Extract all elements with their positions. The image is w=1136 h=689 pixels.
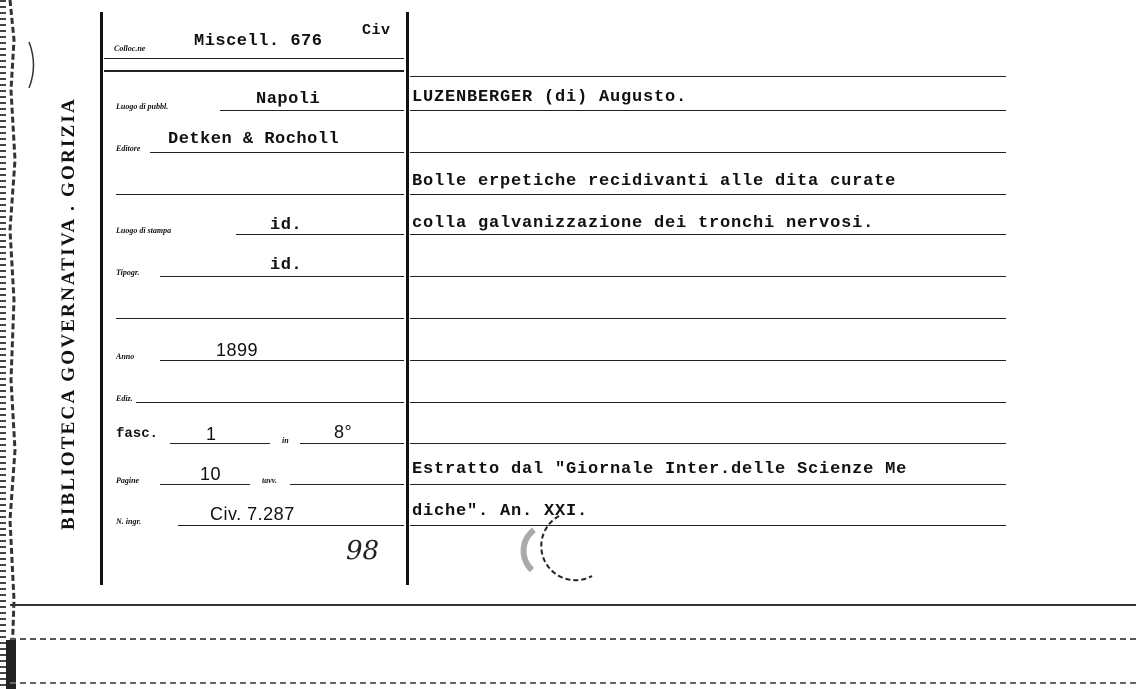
label-tavole: tavv. <box>262 476 278 485</box>
rule <box>136 402 404 403</box>
value-fasc: 1 <box>206 424 217 444</box>
torn-edge-decoration <box>6 0 24 689</box>
label-n-ingr: N. ingr. <box>116 517 142 526</box>
rule <box>410 443 1006 444</box>
label-edizione: Ediz. <box>116 394 133 403</box>
value-anno: 1899 <box>216 340 259 360</box>
edge-hash <box>0 0 6 689</box>
value-luogo-stampa: id. <box>270 216 303 235</box>
label-anno: Anno <box>116 352 135 361</box>
rule <box>160 276 404 277</box>
rule <box>300 443 404 444</box>
value-tipografia: id. <box>270 256 303 275</box>
label-editore: Editore <box>116 144 141 153</box>
rule <box>410 76 1006 77</box>
scan-edge-line <box>10 682 1136 684</box>
value-n-ingr: Civ. 7.287 <box>210 504 295 524</box>
entry-title-line1: Bolle erpetiche recidivanti alle dita curate <box>412 172 897 191</box>
entry-note-line1: Estratto dal "Giornale Inter.delle Scienze Me <box>412 460 908 479</box>
rule <box>410 360 1006 361</box>
rule <box>410 276 1006 277</box>
rule <box>220 110 404 111</box>
middle-vertical-rule <box>406 12 409 585</box>
library-name: BIBLIOTECA GOVERNATIVA . GORIZIA <box>58 97 79 530</box>
label-pagine: Pagine <box>116 476 140 485</box>
label-collocazione: Colloc.ne <box>114 44 146 53</box>
label-in: in <box>282 436 289 445</box>
rule <box>410 318 1006 319</box>
entry-title-line2: colla galvanizzazione dei tronchi nervosi. <box>412 214 875 233</box>
rule <box>150 152 404 153</box>
rule <box>290 484 404 485</box>
rule <box>116 194 404 195</box>
entry-author: LUZENBERGER (di) Augusto. <box>412 88 688 107</box>
rule <box>410 110 1006 111</box>
value-collocazione-suffix: Civ <box>362 22 391 39</box>
rule <box>410 484 1006 485</box>
card-bottom-edge <box>10 604 1136 606</box>
rule <box>160 360 404 361</box>
paren-mark <box>26 40 40 90</box>
rule <box>410 525 1006 526</box>
entry-note-line2: diche". An. XXI. <box>412 502 589 521</box>
rule <box>410 234 1006 235</box>
value-pagine: 10 <box>200 464 222 484</box>
left-vertical-rule <box>100 12 103 585</box>
label-tipografia: Tipogr. <box>116 268 140 277</box>
label-luogo-pubbl: Luogo di pubbl. <box>116 102 169 111</box>
label-fasc: fasc. <box>116 426 159 442</box>
rule <box>410 152 1006 153</box>
value-formato: 8° <box>334 422 353 442</box>
rule <box>236 234 404 235</box>
handwritten-number: 98 <box>346 536 380 566</box>
rule <box>170 443 270 444</box>
value-editore: Detken & Rocholl <box>168 130 340 149</box>
rule <box>410 402 1006 403</box>
rule <box>104 58 404 59</box>
scan-edge-line <box>10 638 1136 640</box>
value-luogo-pubbl: Napoli <box>256 90 321 109</box>
value-collocazione: Miscell. 676 <box>194 32 323 51</box>
rule <box>116 318 404 319</box>
library-stamp <box>514 510 614 590</box>
rule <box>410 194 1006 195</box>
rule <box>104 70 404 72</box>
rule <box>178 525 404 526</box>
label-luogo-stampa: Luogo di stampa <box>116 226 172 235</box>
